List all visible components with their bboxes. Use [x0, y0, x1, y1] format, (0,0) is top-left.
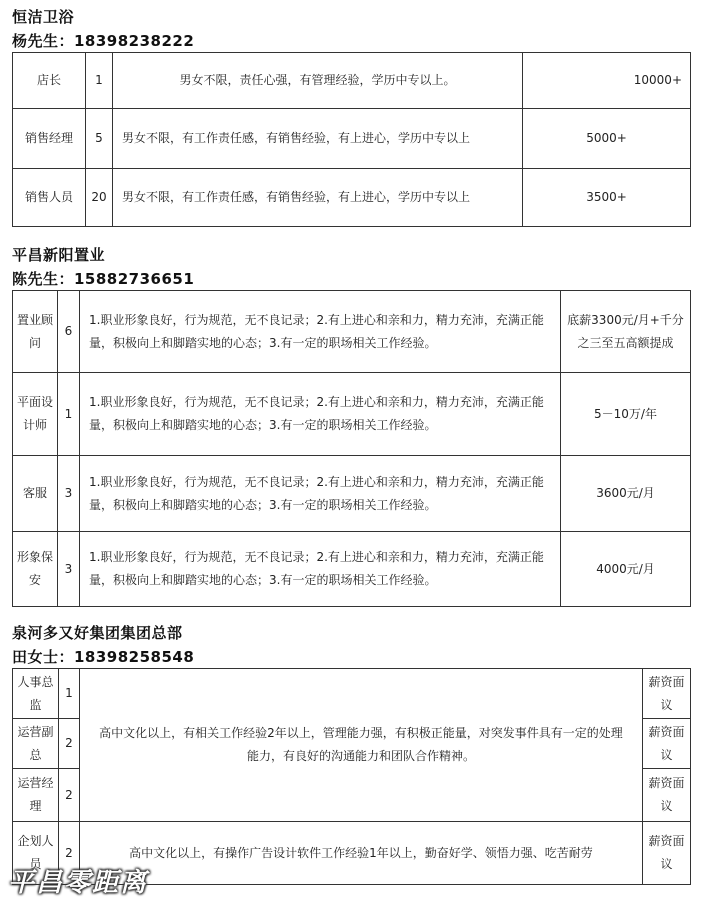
- contact-hengjie: 杨先生：18398238222: [12, 32, 195, 50]
- job-requirements: 1.职业形象良好，行为规范，无不良记录；2.有上进心和亲和力，精力充沛，充满正能量，积极向上和脚踏实地的心态；3.有一定的职场相关工作经验。: [80, 532, 561, 607]
- job-salary: 4000元/月: [561, 532, 691, 607]
- job-requirements: 男女不限，责任心强，有管理经验，学历中专以上。: [113, 53, 523, 109]
- table-row: [13, 169, 691, 227]
- job-count: 2: [59, 719, 80, 769]
- job-salary: 5000+: [523, 109, 691, 169]
- job-title: 形象保安: [13, 532, 58, 607]
- job-count: 2: [59, 769, 80, 822]
- job-requirements: 1.职业形象良好，行为规范，无不良记录；2.有上进心和亲和力，精力充沛，充满正能量，积极向上和脚踏实地的心态；3.有一定的职场相关工作经验。: [80, 373, 561, 456]
- table-row: [13, 373, 691, 456]
- job-title: 企划人员: [13, 822, 59, 885]
- table-row: [13, 456, 691, 532]
- job-count: 20: [86, 169, 113, 227]
- job-requirements: 1.职业形象良好，行为规范，无不良记录；2.有上进心和亲和力，精力充沛，充满正能量，积极向上和脚踏实地的心态；3.有一定的职场相关工作经验。: [80, 456, 561, 532]
- job-salary: 薪资面议: [643, 822, 691, 885]
- job-salary: 底薪3300元/月+千分之三至五高额提成: [561, 291, 691, 373]
- job-requirements: 男女不限，有工作责任感，有销售经验，有上进心，学历中专以上: [113, 109, 523, 169]
- job-salary: 薪资面议: [643, 669, 691, 719]
- job-title: 运营副总: [13, 719, 59, 769]
- table-row: [13, 109, 691, 169]
- table-row: [13, 53, 691, 109]
- job-count: 6: [58, 291, 80, 373]
- jobs-table-hengjie: [12, 52, 691, 227]
- job-count: 1: [59, 669, 80, 719]
- table-row: [13, 669, 691, 719]
- job-salary: 5－10万/年: [561, 373, 691, 456]
- contact-quanhe: 田女士：18398258548: [12, 648, 195, 666]
- job-salary: 3500+: [523, 169, 691, 227]
- job-count: 5: [86, 109, 113, 169]
- job-count: 1: [58, 373, 80, 456]
- job-salary: 薪资面议: [643, 769, 691, 822]
- contact-xinyang: 陈先生：15882736651: [12, 270, 195, 288]
- table-row: [13, 291, 691, 373]
- job-count: 3: [58, 532, 80, 607]
- job-title: 店长: [13, 53, 86, 109]
- job-requirements: 高中文化以上，有操作广告设计软件工作经验1年以上，勤奋好学、领悟力强、吃苦耐劳: [80, 822, 643, 885]
- job-requirements: 男女不限，有工作责任感，有销售经验，有上进心，学历中专以上: [113, 169, 523, 227]
- company-name-xinyang: 平昌新阳置业: [12, 246, 106, 264]
- job-requirements: 1.职业形象良好，行为规范，无不良记录；2.有上进心和亲和力，精力充沛，充满正能量，积极向上和脚踏实地的心态；3.有一定的职场相关工作经验。: [80, 291, 561, 373]
- job-count: 2: [59, 822, 80, 885]
- job-count: 3: [58, 456, 80, 532]
- job-title: 销售经理: [13, 109, 86, 169]
- job-title: 人事总监: [13, 669, 59, 719]
- job-title: 运营经理: [13, 769, 59, 822]
- jobs-table-xinyang: [12, 290, 691, 607]
- job-count: 1: [86, 53, 113, 109]
- job-title: 平面设计师: [13, 373, 58, 456]
- watermark-logo: 平昌零距离: [8, 868, 149, 898]
- job-salary: 薪资面议: [643, 719, 691, 769]
- jobs-table-quanhe: [12, 668, 691, 885]
- job-title: 客服: [13, 456, 58, 532]
- job-title: 置业顾问: [13, 291, 58, 373]
- table-row: [13, 532, 691, 607]
- job-salary: 10000+: [523, 53, 691, 109]
- company-name-hengjie: 恒洁卫浴: [12, 8, 75, 26]
- company-name-quanhe: 泉河多又好集团集团总部: [12, 624, 183, 642]
- job-requirements-shared: 高中文化以上，有相关工作经验2年以上，管理能力强，有积极正能量，对突发事件具有一定的处理能力，有良好的沟通能力和团队合作精神。: [80, 669, 643, 822]
- job-salary: 3600元/月: [561, 456, 691, 532]
- job-title: 销售人员: [13, 169, 86, 227]
